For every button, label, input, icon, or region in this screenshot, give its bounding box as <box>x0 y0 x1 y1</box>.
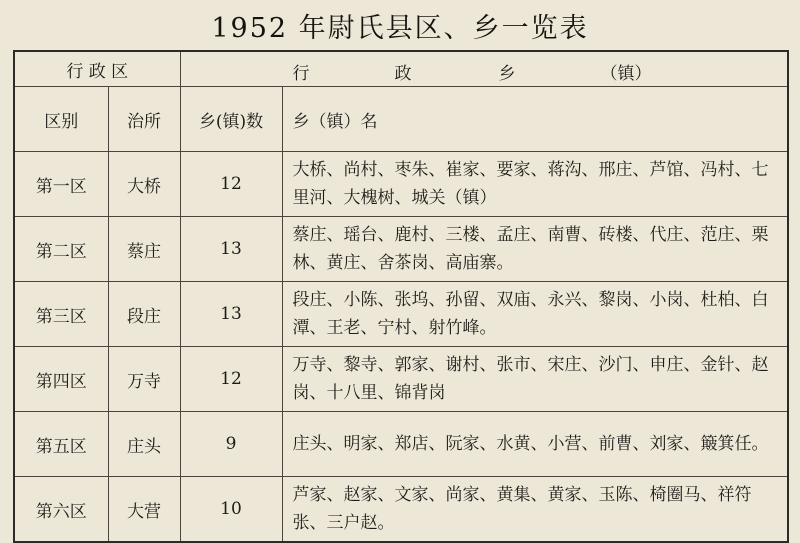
page-title: 1952 年尉氏县区、乡一览表 <box>211 13 589 44</box>
cell-count: 12 <box>180 152 282 217</box>
cell-count: 9 <box>180 412 282 477</box>
cell-names: 芦家、赵家、文家、尚家、黄集、黄家、玉陈、椅圈马、祥符张、三户赵。 <box>282 477 788 543</box>
header-township-char-4: （镇） <box>600 64 652 84</box>
cell-seat: 大营 <box>108 477 180 543</box>
header-names: 乡（镇）名 <box>282 87 788 152</box>
cell-district: 第五区 <box>14 412 108 477</box>
header-seat: 治所 <box>108 87 180 152</box>
cell-district: 第四区 <box>14 347 108 412</box>
cell-names: 大桥、尚村、枣朱、崔家、要家、蒋沟、邢庄、芦馆、冯村、七里河、大槐树、城关（镇） <box>282 152 788 217</box>
header-district: 区别 <box>14 87 108 152</box>
cell-district: 第二区 <box>14 217 108 282</box>
cell-seat: 大桥 <box>108 152 180 217</box>
table-row <box>14 282 788 347</box>
cell-seat: 蔡庄 <box>108 217 180 282</box>
cell-names: 段庄、小陈、张坞、孙留、双庙、永兴、黎岗、小岗、杜柏、白潭、王老、宁村、射竹峰。 <box>282 282 788 347</box>
cell-district: 第三区 <box>14 282 108 347</box>
header-count: 乡(镇)数 <box>180 87 282 152</box>
cell-count: 13 <box>180 217 282 282</box>
header-admin-township <box>180 51 788 87</box>
cell-seat: 段庄 <box>108 282 180 347</box>
header-township-char-2: 政 <box>394 64 412 84</box>
cell-count: 13 <box>180 282 282 347</box>
header-row-group <box>14 51 788 87</box>
table-row <box>14 412 788 477</box>
header-row-columns <box>14 87 788 152</box>
cell-names: 庄头、明家、郑店、阮家、水黄、小营、前曹、刘家、簸箕任。 <box>282 412 788 477</box>
cell-seat: 万寺 <box>108 347 180 412</box>
cell-names: 蔡庄、瑶台、鹿村、三楼、孟庄、南曹、砖楼、代庄、范庄、栗林、黄庄、舍茶岗、高庙寨。 <box>282 217 788 282</box>
header-township-char-3: 乡 <box>498 64 516 84</box>
header-township-char-1: 行 <box>292 64 310 84</box>
table-row <box>14 217 788 282</box>
header-admin-district: 行 政 区 <box>14 51 180 87</box>
cell-district: 第六区 <box>14 477 108 543</box>
cell-seat: 庄头 <box>108 412 180 477</box>
cell-district: 第一区 <box>14 152 108 217</box>
cell-count: 12 <box>180 347 282 412</box>
district-table <box>13 50 789 543</box>
table-row <box>14 477 788 543</box>
table-row <box>14 152 788 217</box>
table-row <box>14 347 788 412</box>
cell-count: 10 <box>180 477 282 543</box>
cell-names: 万寺、黎寺、郭家、谢村、张市、宋庄、沙门、申庄、金针、赵岗、十八里、锦背岗 <box>282 347 788 412</box>
